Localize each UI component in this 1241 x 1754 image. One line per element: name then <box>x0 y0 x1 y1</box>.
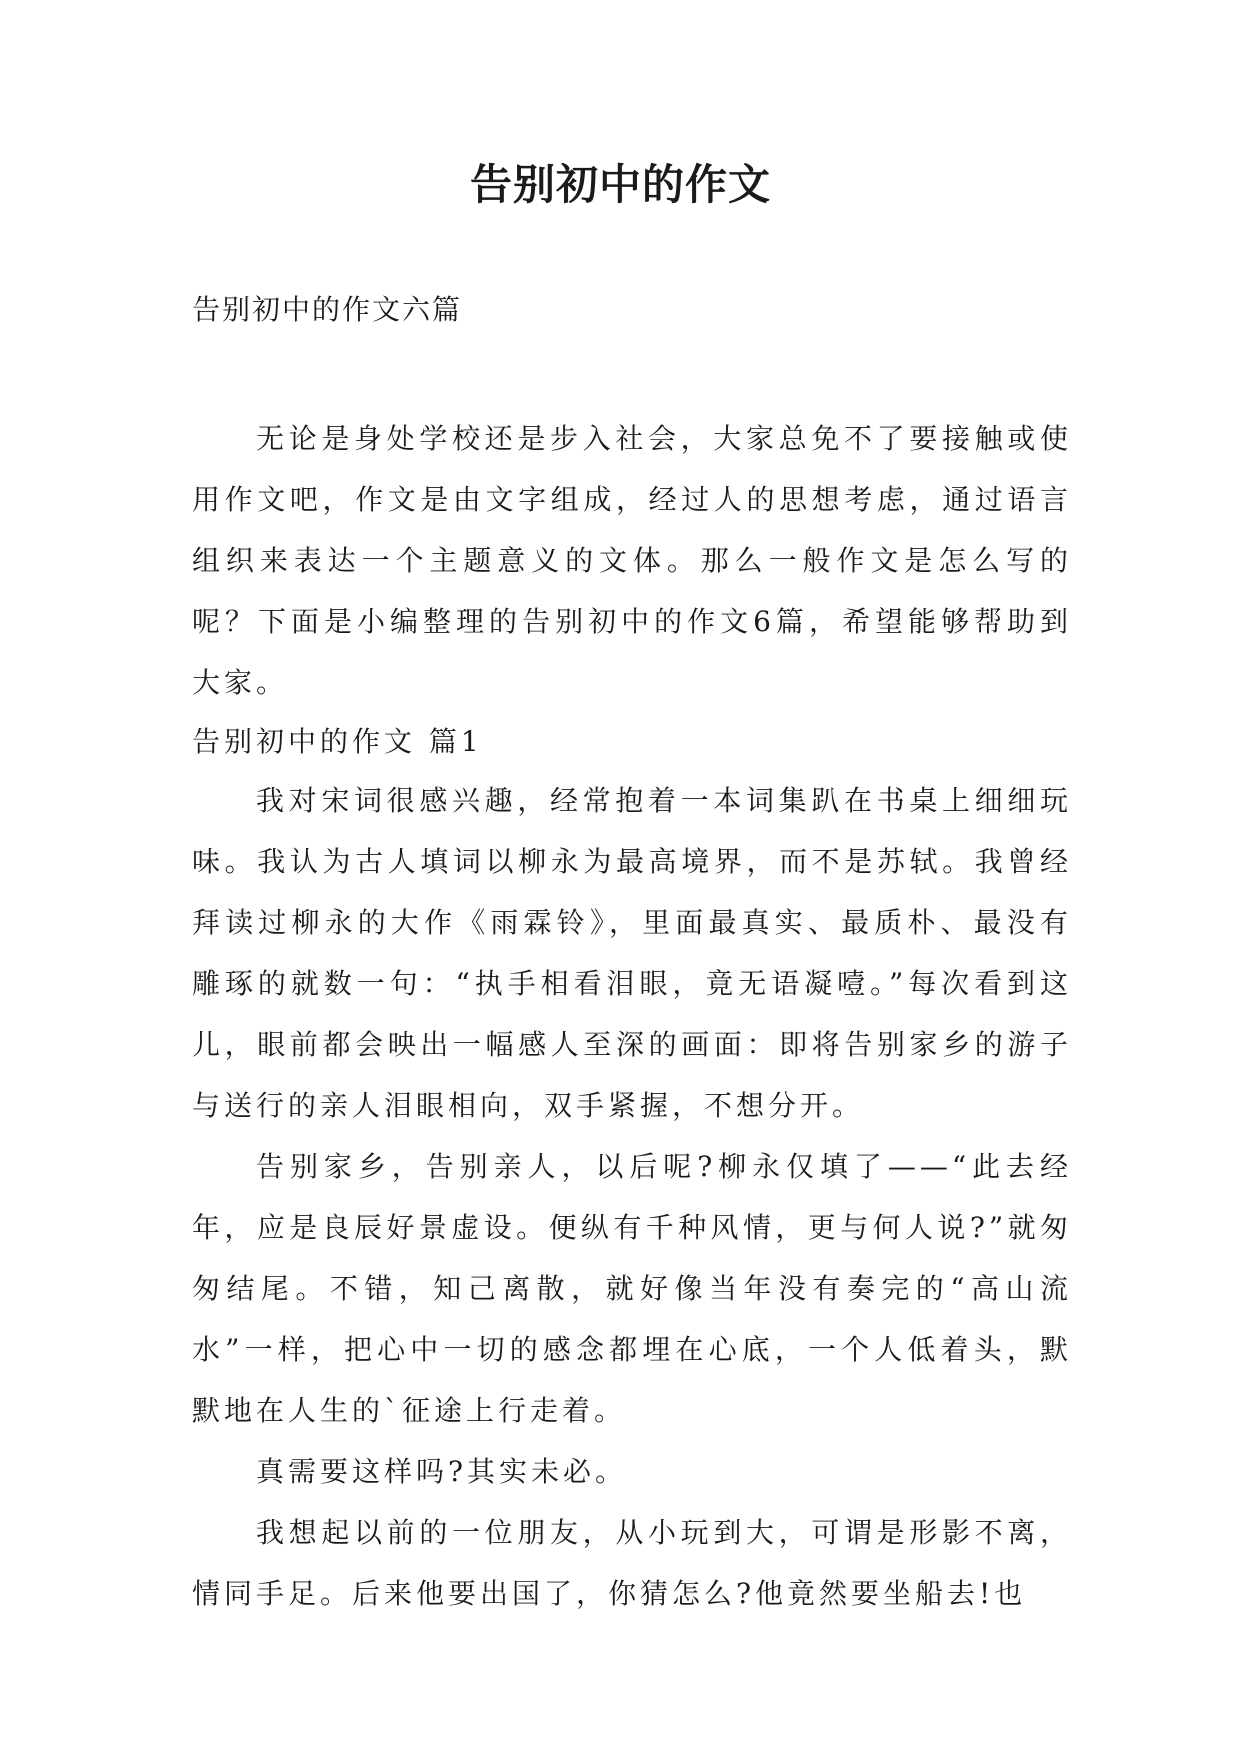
body-paragraph: 告别家乡，告别亲人，以后呢?柳永仅填了——“此去经年，应是良辰好景虚设。便纵有千种风情，更与何人说?”就匆匆结尾。不错，知己离散，就好像当年没有奏完的“高山流水”一样，把心中一切的感念都埋在心底，一个人低着头，默默地在人生的`征途上行走着。 <box>192 1150 1072 1427</box>
document-subtitle: 告别初中的作文六篇 <box>192 293 463 326</box>
body-paragraph: 我对宋词很感兴趣，经常抱着一本词集趴在书桌上细细玩味。我认为古人填词以柳永为最高境界，而不是苏轼。我曾经拜读过柳永的大作《雨霖铃》，里面最真实、最质朴、最没有雕琢的就数一句：“执手相看泪眼，竟无语凝噎。”每次看到这儿，眼前都会映出一幅感人至深的画面：即将告别家乡的游子与送行的亲人泪眼相向，双手紧握，不想分开。 <box>192 784 1072 1122</box>
section-heading: 告别初中的作文 篇1 <box>192 725 483 758</box>
intro-paragraph: 无论是身处学校还是步入社会，大家总免不了要接触或使用作文吧，作文是由文字组成，经过人的思想考虑，通过语言组织来表达一个主题意义的文体。那么一般作文是怎么写的呢？下面是小编整理的告别初中的作文6篇，希望能够帮助到大家。 <box>192 422 1072 699</box>
document-title: 告别初中的作文 <box>469 160 771 209</box>
document-body <box>192 408 1072 1624</box>
body-paragraph: 真需要这样吗?其实未必。 <box>256 1455 628 1488</box>
body-paragraph: 我想起以前的一位朋友，从小玩到大，可谓是形影不离，情同手足。后来他要出国了，你猜怎么?他竟然要坐船去!也 <box>192 1516 1072 1610</box>
